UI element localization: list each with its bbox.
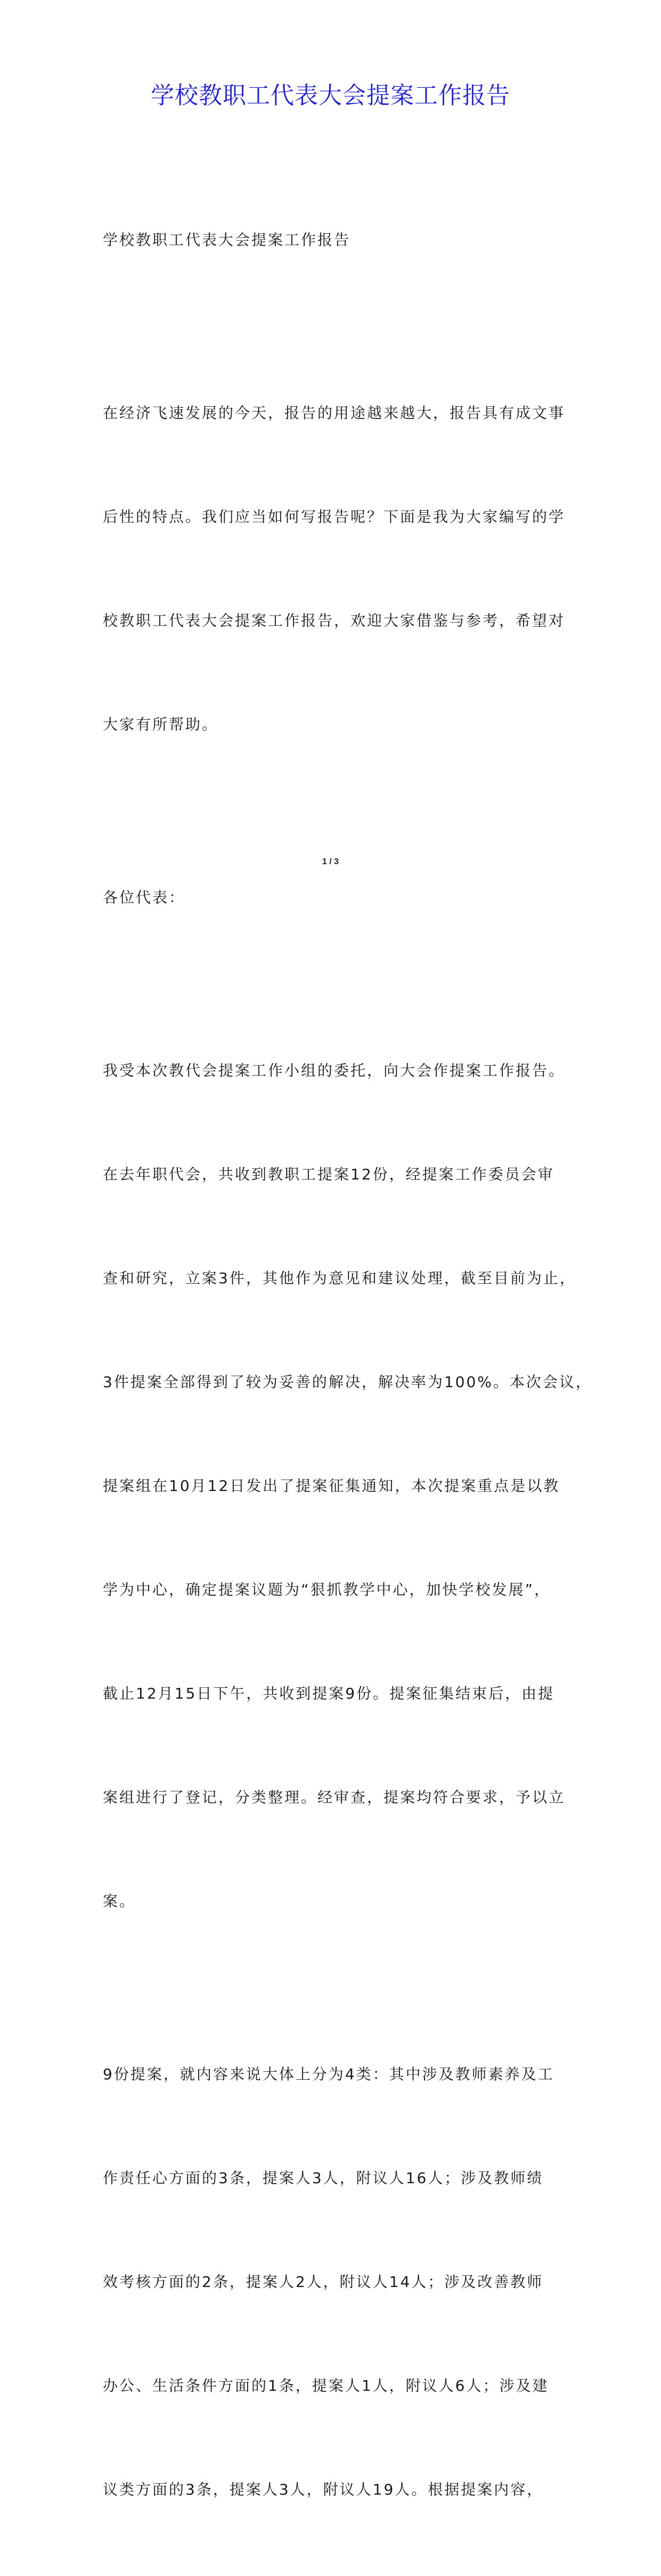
text-line: 大家有所帮助。	[103, 716, 219, 733]
text-line: 我受本次教代会提案工作小组的委托，向大会作提案工作报告。	[103, 1062, 566, 1079]
text-line: 各位代表：	[103, 889, 186, 906]
text-line: 议类方面的3条，提案人3人，附议人19人。根据提案内容，	[103, 2481, 544, 2498]
paragraph-salutation	[103, 811, 572, 984]
paragraph-categories	[103, 1988, 572, 2576]
text-line: 截止12月15日下午，共收到提案9份。提案征集结束后，由提	[103, 1685, 555, 1702]
text-line: 校教职工代表大会提案工作报告，欢迎大家借鉴与参考，希望对	[103, 612, 566, 629]
text-line: 办公、生活条件方面的1条，提案人1人，附议人6人；涉及建	[103, 2377, 549, 2394]
text-line: 查和研究，立案3件，其他作为意见和建议处理，截至目前为止，	[103, 1269, 576, 1287]
document-title: 学校教职工代表大会提案工作报告	[151, 82, 510, 109]
text-line: 提案组在10月12日发出了提案征集通知，本次提案重点是以教	[103, 1477, 560, 1495]
text-line: 在去年职代会，共收到教职工提案12份，经提案工作委员会审	[103, 1166, 554, 1183]
text-line: 作责任心方面的3条，提案人3人，附议人16人；涉及教师绩	[103, 2169, 544, 2187]
text-line: 学校教职工代表大会提案工作报告	[103, 231, 351, 249]
text-line: 9份提案，就内容来说大体上分为4类：其中涉及教师素养及工	[103, 2065, 554, 2083]
paragraph-report	[103, 984, 592, 1988]
text-line: 效考核方面的2条，提案人2人，附议人14人；涉及改善教师	[103, 2273, 544, 2291]
page-number: 1 / 3	[322, 857, 339, 866]
text-line: 学为中心，确定提案议题为“狠抓教学中心，加快学校发展”，	[103, 1581, 551, 1598]
text-line: 后性的特点。我们应当如何写报告呢？下面是我为大家编写的学	[103, 508, 566, 526]
paragraph-subtitle	[103, 153, 572, 326]
text-line: 案。	[103, 1892, 136, 1910]
text-line: 3件提案全部得到了较为妥善的解决，解决率为100%。本次会议，	[103, 1373, 592, 1391]
text-line: 在经济飞速发展的今天，报告的用途越来越大，报告具有成文事	[103, 404, 566, 422]
text-line: 案组进行了登记，分类整理。经审查，提案均符合要求，予以立	[103, 1789, 566, 1806]
paragraph-intro	[103, 326, 572, 811]
document-body	[103, 153, 592, 2576]
